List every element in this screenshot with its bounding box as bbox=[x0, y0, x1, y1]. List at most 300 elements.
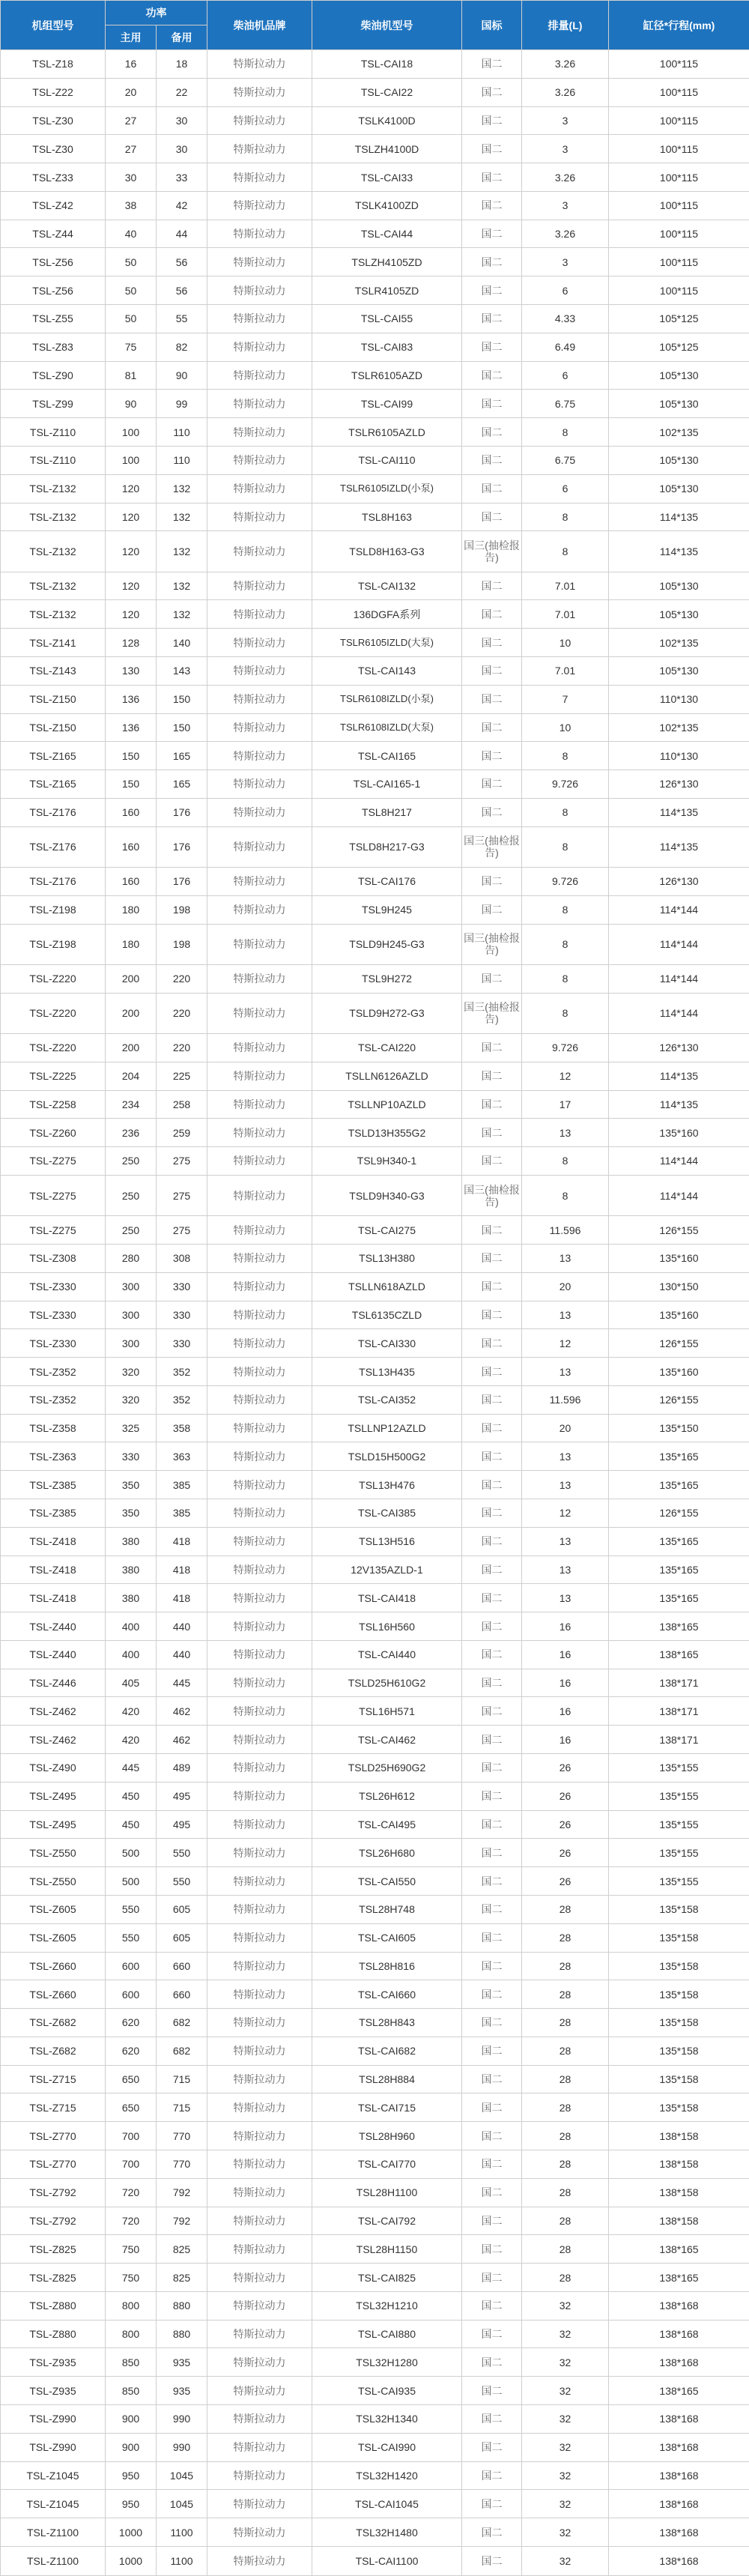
table-row bbox=[1, 1216, 749, 1245]
cell-standby-power: 990 bbox=[157, 2405, 207, 2434]
cell-standard: 国二 bbox=[462, 1726, 522, 1754]
cell-engine: TSL-CAI176 bbox=[312, 867, 462, 895]
cell-engine: TSLR6105IZLD(小泵) bbox=[312, 474, 462, 503]
table-row bbox=[1, 163, 749, 192]
cell-bore-stroke: 135*155 bbox=[609, 1867, 749, 1896]
cell-brand: 特斯拉动力 bbox=[207, 2207, 312, 2235]
cell-brand: 特斯拉动力 bbox=[207, 135, 312, 163]
cell-engine: TSL28H884 bbox=[312, 2065, 462, 2093]
cell-engine: TSLZH4100D bbox=[312, 135, 462, 163]
cell-engine: TSLD13H355G2 bbox=[312, 1119, 462, 1147]
cell-model: TSL-Z770 bbox=[1, 2122, 106, 2150]
cell-model: TSL-Z198 bbox=[1, 895, 106, 924]
cell-displacement: 32 bbox=[522, 2546, 609, 2575]
cell-engine: TSL28H1100 bbox=[312, 2178, 462, 2207]
cell-displacement: 20 bbox=[522, 1414, 609, 1442]
cell-standby-power: 330 bbox=[157, 1272, 207, 1301]
cell-prime-power: 620 bbox=[106, 2037, 157, 2065]
cell-engine: TSL8H217 bbox=[312, 798, 462, 826]
cell-brand: 特斯拉动力 bbox=[207, 1414, 312, 1442]
cell-bore-stroke: 126*155 bbox=[609, 1385, 749, 1414]
cell-standard: 国二 bbox=[462, 220, 522, 248]
cell-prime-power: 81 bbox=[106, 361, 157, 390]
cell-standard: 国二 bbox=[462, 656, 522, 685]
cell-engine: 136DGFA系列 bbox=[312, 600, 462, 629]
cell-bore-stroke: 110*130 bbox=[609, 742, 749, 770]
cell-bore-stroke: 100*115 bbox=[609, 191, 749, 220]
cell-standby-power: 143 bbox=[157, 656, 207, 685]
cell-bore-stroke: 100*115 bbox=[609, 163, 749, 192]
cell-displacement: 3.26 bbox=[522, 50, 609, 79]
cell-displacement: 12 bbox=[522, 1062, 609, 1090]
table-row bbox=[1, 1175, 749, 1215]
cell-standard: 国二 bbox=[462, 2264, 522, 2292]
cell-displacement: 3 bbox=[522, 135, 609, 163]
cell-prime-power: 750 bbox=[106, 2235, 157, 2264]
cell-engine: TSL13H476 bbox=[312, 1471, 462, 1499]
cell-model: TSL-Z225 bbox=[1, 1062, 106, 1090]
header-power: 功率 bbox=[106, 1, 207, 25]
cell-bore-stroke: 114*144 bbox=[609, 964, 749, 993]
cell-engine: TSL28H816 bbox=[312, 1952, 462, 1980]
cell-displacement: 26 bbox=[522, 1782, 609, 1810]
cell-displacement: 28 bbox=[522, 2009, 609, 2037]
cell-model: TSL-Z550 bbox=[1, 1839, 106, 1867]
cell-model: TSL-Z56 bbox=[1, 248, 106, 276]
cell-prime-power: 700 bbox=[106, 2150, 157, 2178]
cell-standard: 国二 bbox=[462, 446, 522, 474]
cell-displacement: 13 bbox=[522, 1555, 609, 1584]
cell-engine: TSL6135CZLD bbox=[312, 1301, 462, 1329]
cell-standby-power: 682 bbox=[157, 2037, 207, 2065]
cell-bore-stroke: 114*144 bbox=[609, 924, 749, 964]
cell-standby-power: 132 bbox=[157, 531, 207, 572]
cell-brand: 特斯拉动力 bbox=[207, 1923, 312, 1952]
table-row bbox=[1, 1952, 749, 1980]
header-engine: 柴油机型号 bbox=[312, 1, 462, 50]
cell-brand: 特斯拉动力 bbox=[207, 867, 312, 895]
cell-brand: 特斯拉动力 bbox=[207, 1669, 312, 1697]
cell-displacement: 11.596 bbox=[522, 1385, 609, 1414]
cell-standby-power: 385 bbox=[157, 1471, 207, 1499]
cell-displacement: 8 bbox=[522, 503, 609, 531]
cell-brand: 特斯拉动力 bbox=[207, 2490, 312, 2518]
cell-prime-power: 50 bbox=[106, 248, 157, 276]
cell-standard: 国二 bbox=[462, 1471, 522, 1499]
cell-standard: 国二 bbox=[462, 2433, 522, 2461]
cell-brand: 特斯拉动力 bbox=[207, 2235, 312, 2264]
cell-standby-power: 495 bbox=[157, 1782, 207, 1810]
cell-model: TSL-Z83 bbox=[1, 333, 106, 361]
cell-prime-power: 550 bbox=[106, 1923, 157, 1952]
cell-standby-power: 220 bbox=[157, 1033, 207, 1062]
cell-standby-power: 358 bbox=[157, 1414, 207, 1442]
cell-standard: 国二 bbox=[462, 798, 522, 826]
cell-displacement: 32 bbox=[522, 2490, 609, 2518]
cell-prime-power: 120 bbox=[106, 572, 157, 600]
cell-standard: 国二 bbox=[462, 2320, 522, 2348]
cell-standard: 国二 bbox=[462, 1329, 522, 1358]
cell-model: TSL-Z198 bbox=[1, 924, 106, 964]
cell-model: TSL-Z462 bbox=[1, 1697, 106, 1726]
cell-standby-power: 489 bbox=[157, 1754, 207, 1783]
cell-displacement: 9.726 bbox=[522, 1033, 609, 1062]
cell-engine: TSLD9H272-G3 bbox=[312, 993, 462, 1033]
cell-brand: 特斯拉动力 bbox=[207, 1216, 312, 1245]
cell-brand: 特斯拉动力 bbox=[207, 2405, 312, 2434]
cell-standby-power: 165 bbox=[157, 770, 207, 799]
header-row bbox=[1, 1, 749, 25]
cell-engine: TSL-CAI220 bbox=[312, 1033, 462, 1062]
cell-brand: 特斯拉动力 bbox=[207, 713, 312, 742]
table-row bbox=[1, 1385, 749, 1414]
cell-engine: TSL8H163 bbox=[312, 503, 462, 531]
cell-engine: TSL-CAI132 bbox=[312, 572, 462, 600]
cell-brand: 特斯拉动力 bbox=[207, 163, 312, 192]
cell-standby-power: 330 bbox=[157, 1329, 207, 1358]
cell-standard: 国二 bbox=[462, 1119, 522, 1147]
cell-displacement: 16 bbox=[522, 1640, 609, 1669]
cell-standby-power: 792 bbox=[157, 2207, 207, 2235]
cell-standby-power: 792 bbox=[157, 2178, 207, 2207]
header-brand: 柴油机品牌 bbox=[207, 1, 312, 50]
cell-prime-power: 400 bbox=[106, 1612, 157, 1641]
cell-model: TSL-Z660 bbox=[1, 1980, 106, 2009]
cell-bore-stroke: 135*158 bbox=[609, 2065, 749, 2093]
cell-model: TSL-Z682 bbox=[1, 2037, 106, 2065]
cell-displacement: 3.26 bbox=[522, 220, 609, 248]
cell-standard: 国二 bbox=[462, 2348, 522, 2377]
cell-standard: 国二 bbox=[462, 1612, 522, 1641]
cell-engine: TSL-CAI462 bbox=[312, 1726, 462, 1754]
header-model: 机组型号 bbox=[1, 1, 106, 50]
cell-model: TSL-Z258 bbox=[1, 1090, 106, 1119]
cell-model: TSL-Z220 bbox=[1, 993, 106, 1033]
cell-engine: TSL-CAI165-1 bbox=[312, 770, 462, 799]
cell-brand: 特斯拉动力 bbox=[207, 1640, 312, 1669]
table-row bbox=[1, 1839, 749, 1867]
cell-standby-power: 462 bbox=[157, 1726, 207, 1754]
cell-displacement: 32 bbox=[522, 2377, 609, 2405]
cell-model: TSL-Z275 bbox=[1, 1216, 106, 1245]
cell-bore-stroke: 105*130 bbox=[609, 474, 749, 503]
cell-brand: 特斯拉动力 bbox=[207, 276, 312, 305]
cell-brand: 特斯拉动力 bbox=[207, 2546, 312, 2575]
cell-prime-power: 136 bbox=[106, 713, 157, 742]
cell-model: TSL-Z165 bbox=[1, 742, 106, 770]
cell-engine: TSL9H245 bbox=[312, 895, 462, 924]
cell-displacement: 28 bbox=[522, 1895, 609, 1923]
table-row bbox=[1, 964, 749, 993]
cell-brand: 特斯拉动力 bbox=[207, 1612, 312, 1641]
table-row bbox=[1, 2207, 749, 2235]
cell-model: TSL-Z132 bbox=[1, 474, 106, 503]
cell-standard: 国二 bbox=[462, 964, 522, 993]
cell-standard: 国二 bbox=[462, 895, 522, 924]
cell-bore-stroke: 114*135 bbox=[609, 1062, 749, 1090]
cell-bore-stroke: 135*158 bbox=[609, 1895, 749, 1923]
cell-standard: 国二 bbox=[462, 333, 522, 361]
cell-model: TSL-Z132 bbox=[1, 572, 106, 600]
cell-engine: TSL-CAI770 bbox=[312, 2150, 462, 2178]
cell-prime-power: 120 bbox=[106, 531, 157, 572]
cell-standard: 国二 bbox=[462, 2037, 522, 2065]
cell-model: TSL-Z990 bbox=[1, 2433, 106, 2461]
cell-standby-power: 176 bbox=[157, 867, 207, 895]
cell-prime-power: 320 bbox=[106, 1358, 157, 1386]
cell-prime-power: 160 bbox=[106, 867, 157, 895]
cell-model: TSL-Z358 bbox=[1, 1414, 106, 1442]
cell-brand: 特斯拉动力 bbox=[207, 220, 312, 248]
cell-prime-power: 100 bbox=[106, 446, 157, 474]
table-row bbox=[1, 106, 749, 135]
cell-standby-power: 445 bbox=[157, 1669, 207, 1697]
cell-model: TSL-Z935 bbox=[1, 2348, 106, 2377]
cell-brand: 特斯拉动力 bbox=[207, 2348, 312, 2377]
cell-prime-power: 500 bbox=[106, 1867, 157, 1896]
cell-standby-power: 605 bbox=[157, 1895, 207, 1923]
cell-engine: TSL-CAI83 bbox=[312, 333, 462, 361]
cell-standby-power: 150 bbox=[157, 685, 207, 713]
cell-prime-power: 550 bbox=[106, 1895, 157, 1923]
cell-engine: TSL-CAI715 bbox=[312, 2093, 462, 2122]
cell-engine: TSLLNP10AZLD bbox=[312, 1090, 462, 1119]
cell-standby-power: 42 bbox=[157, 191, 207, 220]
cell-model: TSL-Z418 bbox=[1, 1555, 106, 1584]
cell-engine: TSLR6105AZLD bbox=[312, 418, 462, 447]
cell-brand: 特斯拉动力 bbox=[207, 964, 312, 993]
cell-prime-power: 30 bbox=[106, 163, 157, 192]
cell-standby-power: 110 bbox=[157, 446, 207, 474]
cell-model: TSL-Z132 bbox=[1, 531, 106, 572]
cell-displacement: 28 bbox=[522, 2207, 609, 2235]
cell-bore-stroke: 126*155 bbox=[609, 1216, 749, 1245]
cell-standard: 国二 bbox=[462, 2150, 522, 2178]
cell-bore-stroke: 105*130 bbox=[609, 572, 749, 600]
table-row bbox=[1, 135, 749, 163]
cell-brand: 特斯拉动力 bbox=[207, 2150, 312, 2178]
cell-standard: 国二 bbox=[462, 1839, 522, 1867]
cell-prime-power: 800 bbox=[106, 2320, 157, 2348]
cell-standard: 国三(抽检报告) bbox=[462, 993, 522, 1033]
cell-standby-power: 275 bbox=[157, 1147, 207, 1176]
cell-engine: TSLR6108IZLD(小泵) bbox=[312, 685, 462, 713]
cell-prime-power: 180 bbox=[106, 895, 157, 924]
cell-brand: 特斯拉动力 bbox=[207, 742, 312, 770]
table-row bbox=[1, 685, 749, 713]
cell-standard: 国二 bbox=[462, 2009, 522, 2037]
cell-model: TSL-Z1100 bbox=[1, 2518, 106, 2547]
cell-brand: 特斯拉动力 bbox=[207, 531, 312, 572]
cell-brand: 特斯拉动力 bbox=[207, 1867, 312, 1896]
cell-displacement: 3 bbox=[522, 191, 609, 220]
cell-bore-stroke: 138*168 bbox=[609, 2518, 749, 2547]
cell-brand: 特斯拉动力 bbox=[207, 1119, 312, 1147]
cell-prime-power: 350 bbox=[106, 1471, 157, 1499]
table-row bbox=[1, 1923, 749, 1952]
cell-brand: 特斯拉动力 bbox=[207, 2461, 312, 2490]
cell-displacement: 13 bbox=[522, 1244, 609, 1272]
cell-brand: 特斯拉动力 bbox=[207, 2518, 312, 2547]
cell-engine: TSL-CAI825 bbox=[312, 2264, 462, 2292]
cell-displacement: 12 bbox=[522, 1329, 609, 1358]
cell-standard: 国二 bbox=[462, 2065, 522, 2093]
cell-model: TSL-Z308 bbox=[1, 1244, 106, 1272]
cell-brand: 特斯拉动力 bbox=[207, 474, 312, 503]
cell-model: TSL-Z44 bbox=[1, 220, 106, 248]
cell-standard: 国二 bbox=[462, 1810, 522, 1839]
cell-displacement: 3.26 bbox=[522, 163, 609, 192]
cell-engine: TSL-CAI385 bbox=[312, 1499, 462, 1528]
cell-prime-power: 204 bbox=[106, 1062, 157, 1090]
cell-bore-stroke: 138*158 bbox=[609, 2150, 749, 2178]
table-row bbox=[1, 1867, 749, 1896]
cell-standard: 国二 bbox=[462, 1272, 522, 1301]
table-row bbox=[1, 1358, 749, 1386]
cell-prime-power: 800 bbox=[106, 2291, 157, 2320]
cell-brand: 特斯拉动力 bbox=[207, 2122, 312, 2150]
table-row bbox=[1, 2235, 749, 2264]
cell-model: TSL-Z363 bbox=[1, 1442, 106, 1471]
cell-model: TSL-Z330 bbox=[1, 1329, 106, 1358]
cell-standby-power: 550 bbox=[157, 1867, 207, 1896]
cell-standard: 国二 bbox=[462, 1062, 522, 1090]
cell-engine: TSLD8H163-G3 bbox=[312, 531, 462, 572]
cell-engine: TSL-CAI880 bbox=[312, 2320, 462, 2348]
table-row bbox=[1, 1471, 749, 1499]
cell-brand: 特斯拉动力 bbox=[207, 895, 312, 924]
cell-displacement: 6 bbox=[522, 361, 609, 390]
cell-engine: TSL13H380 bbox=[312, 1244, 462, 1272]
cell-prime-power: 136 bbox=[106, 685, 157, 713]
cell-prime-power: 500 bbox=[106, 1839, 157, 1867]
table-row bbox=[1, 2291, 749, 2320]
table-row bbox=[1, 1527, 749, 1555]
table-row bbox=[1, 770, 749, 799]
cell-bore-stroke: 126*130 bbox=[609, 770, 749, 799]
cell-displacement: 12 bbox=[522, 1499, 609, 1528]
cell-bore-stroke: 114*144 bbox=[609, 895, 749, 924]
cell-prime-power: 38 bbox=[106, 191, 157, 220]
cell-prime-power: 330 bbox=[106, 1442, 157, 1471]
cell-engine: TSL16H571 bbox=[312, 1697, 462, 1726]
cell-model: TSL-Z605 bbox=[1, 1895, 106, 1923]
table-row bbox=[1, 390, 749, 418]
cell-bore-stroke: 100*115 bbox=[609, 276, 749, 305]
cell-engine: TSL32H1340 bbox=[312, 2405, 462, 2434]
cell-brand: 特斯拉动力 bbox=[207, 1471, 312, 1499]
cell-standard: 国二 bbox=[462, 1527, 522, 1555]
cell-model: TSL-Z792 bbox=[1, 2178, 106, 2207]
cell-displacement: 8 bbox=[522, 418, 609, 447]
cell-brand: 特斯拉动力 bbox=[207, 1329, 312, 1358]
cell-standby-power: 550 bbox=[157, 1839, 207, 1867]
cell-standby-power: 605 bbox=[157, 1923, 207, 1952]
cell-displacement: 28 bbox=[522, 1980, 609, 2009]
cell-prime-power: 620 bbox=[106, 2009, 157, 2037]
cell-standby-power: 198 bbox=[157, 895, 207, 924]
cell-standard: 国二 bbox=[462, 770, 522, 799]
table-row bbox=[1, 418, 749, 447]
cell-displacement: 10 bbox=[522, 629, 609, 657]
cell-displacement: 13 bbox=[522, 1471, 609, 1499]
cell-prime-power: 40 bbox=[106, 220, 157, 248]
cell-standard: 国二 bbox=[462, 163, 522, 192]
table-row bbox=[1, 50, 749, 79]
cell-engine: TSL9H340-1 bbox=[312, 1147, 462, 1176]
cell-bore-stroke: 102*135 bbox=[609, 629, 749, 657]
cell-bore-stroke: 135*160 bbox=[609, 1358, 749, 1386]
cell-prime-power: 325 bbox=[106, 1414, 157, 1442]
cell-bore-stroke: 138*168 bbox=[609, 2348, 749, 2377]
cell-standby-power: 176 bbox=[157, 826, 207, 867]
cell-model: TSL-Z1045 bbox=[1, 2461, 106, 2490]
cell-standard: 国三(抽检报告) bbox=[462, 1175, 522, 1215]
cell-standard: 国二 bbox=[462, 1640, 522, 1669]
cell-brand: 特斯拉动力 bbox=[207, 1175, 312, 1215]
cell-engine: TSL-CAI990 bbox=[312, 2433, 462, 2461]
cell-displacement: 11.596 bbox=[522, 1216, 609, 1245]
cell-standby-power: 990 bbox=[157, 2433, 207, 2461]
cell-prime-power: 300 bbox=[106, 1272, 157, 1301]
cell-prime-power: 27 bbox=[106, 106, 157, 135]
table-row bbox=[1, 2348, 749, 2377]
cell-prime-power: 120 bbox=[106, 474, 157, 503]
table-row bbox=[1, 2150, 749, 2178]
cell-displacement: 6 bbox=[522, 276, 609, 305]
cell-standby-power: 660 bbox=[157, 1980, 207, 2009]
cell-bore-stroke: 138*171 bbox=[609, 1726, 749, 1754]
cell-brand: 特斯拉动力 bbox=[207, 1090, 312, 1119]
cell-model: TSL-Z385 bbox=[1, 1499, 106, 1528]
table-row bbox=[1, 2065, 749, 2093]
cell-brand: 特斯拉动力 bbox=[207, 629, 312, 657]
cell-displacement: 7.01 bbox=[522, 572, 609, 600]
cell-model: TSL-Z385 bbox=[1, 1471, 106, 1499]
cell-model: TSL-Z99 bbox=[1, 390, 106, 418]
cell-engine: TSL-CAI22 bbox=[312, 78, 462, 106]
cell-bore-stroke: 105*125 bbox=[609, 333, 749, 361]
cell-brand: 特斯拉动力 bbox=[207, 1301, 312, 1329]
cell-standard: 国二 bbox=[462, 2490, 522, 2518]
cell-standby-power: 275 bbox=[157, 1175, 207, 1215]
table-row bbox=[1, 1697, 749, 1726]
cell-standby-power: 935 bbox=[157, 2348, 207, 2377]
cell-standby-power: 715 bbox=[157, 2065, 207, 2093]
cell-engine: TSLR6105AZD bbox=[312, 361, 462, 390]
table-row bbox=[1, 1329, 749, 1358]
cell-engine: TSL26H680 bbox=[312, 1839, 462, 1867]
cell-brand: 特斯拉动力 bbox=[207, 1499, 312, 1528]
cell-prime-power: 120 bbox=[106, 600, 157, 629]
cell-engine: TSLD25H610G2 bbox=[312, 1669, 462, 1697]
cell-model: TSL-Z30 bbox=[1, 106, 106, 135]
cell-brand: 特斯拉动力 bbox=[207, 2065, 312, 2093]
cell-brand: 特斯拉动力 bbox=[207, 993, 312, 1033]
cell-standby-power: 660 bbox=[157, 1952, 207, 1980]
cell-displacement: 10 bbox=[522, 713, 609, 742]
cell-engine: TSLK4100D bbox=[312, 106, 462, 135]
table-row bbox=[1, 2009, 749, 2037]
cell-bore-stroke: 135*165 bbox=[609, 1584, 749, 1612]
cell-displacement: 28 bbox=[522, 2037, 609, 2065]
cell-displacement: 8 bbox=[522, 964, 609, 993]
cell-engine: TSL-CAI495 bbox=[312, 1810, 462, 1839]
cell-standard: 国二 bbox=[462, 474, 522, 503]
cell-standard: 国二 bbox=[462, 361, 522, 390]
cell-displacement: 8 bbox=[522, 1147, 609, 1176]
cell-prime-power: 380 bbox=[106, 1527, 157, 1555]
